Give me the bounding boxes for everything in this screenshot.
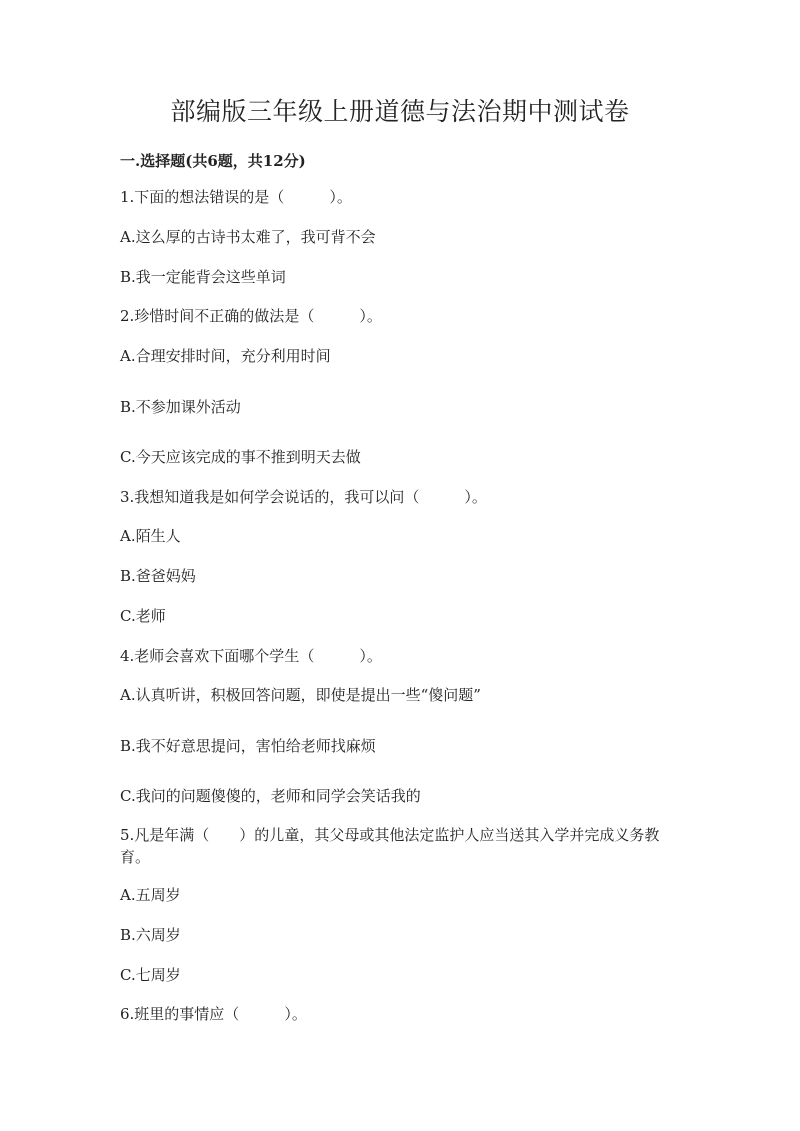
question-5-option-b: B.六周岁 — [120, 926, 181, 944]
question-6-stem: 6.班里的事情应（ ）。 — [120, 1005, 307, 1023]
question-3-option-c: C.老师 — [120, 607, 166, 625]
question-3-option-a: A.陌生人 — [120, 527, 181, 545]
question-2-option-a: A.合理安排时间，充分利用时间 — [120, 347, 331, 365]
question-5-option-c: C.七周岁 — [120, 966, 181, 984]
question-5-option-a: A.五周岁 — [120, 886, 181, 904]
question-3-stem: 3.我想知道我是如何学会说话的，我可以问（ ）。 — [120, 488, 487, 506]
section-heading: 一.选择题(共6题，共12分) — [120, 152, 306, 170]
question-5-stem: 5.凡是年满（ ）的儿童，其父母或其他法定监护人应当送其入学并完成义务教育。 — [120, 826, 660, 866]
page-title: 部编版三年级上册道德与法治期中测试卷 — [170, 97, 630, 126]
question-3-option-b: B.爸爸妈妈 — [120, 567, 196, 585]
question-4-option-c: C.我问的问题傻傻的，老师和同学会笑话我的 — [120, 787, 421, 805]
question-4-option-b: B.我不好意思提问，害怕给老师找麻烦 — [120, 737, 376, 755]
question-4-option-a: A.认真听讲，积极回答问题，即使是提出一些“傻问题” — [120, 686, 481, 704]
question-1-option-a: A.这么厚的古诗书太难了，我可背不会 — [120, 228, 376, 246]
question-1-option-b: B.我一定能背会这些单词 — [120, 268, 286, 286]
question-2-option-b: B.不参加课外活动 — [120, 398, 241, 416]
question-4-stem: 4.老师会喜欢下面哪个学生（ ）。 — [120, 647, 382, 665]
question-1-stem: 1.下面的想法错误的是（ ）。 — [120, 188, 352, 206]
question-2-option-c: C.今天应该完成的事不推到明天去做 — [120, 448, 361, 466]
question-2-stem: 2.珍惜时间不正确的做法是（ ）。 — [120, 307, 382, 325]
